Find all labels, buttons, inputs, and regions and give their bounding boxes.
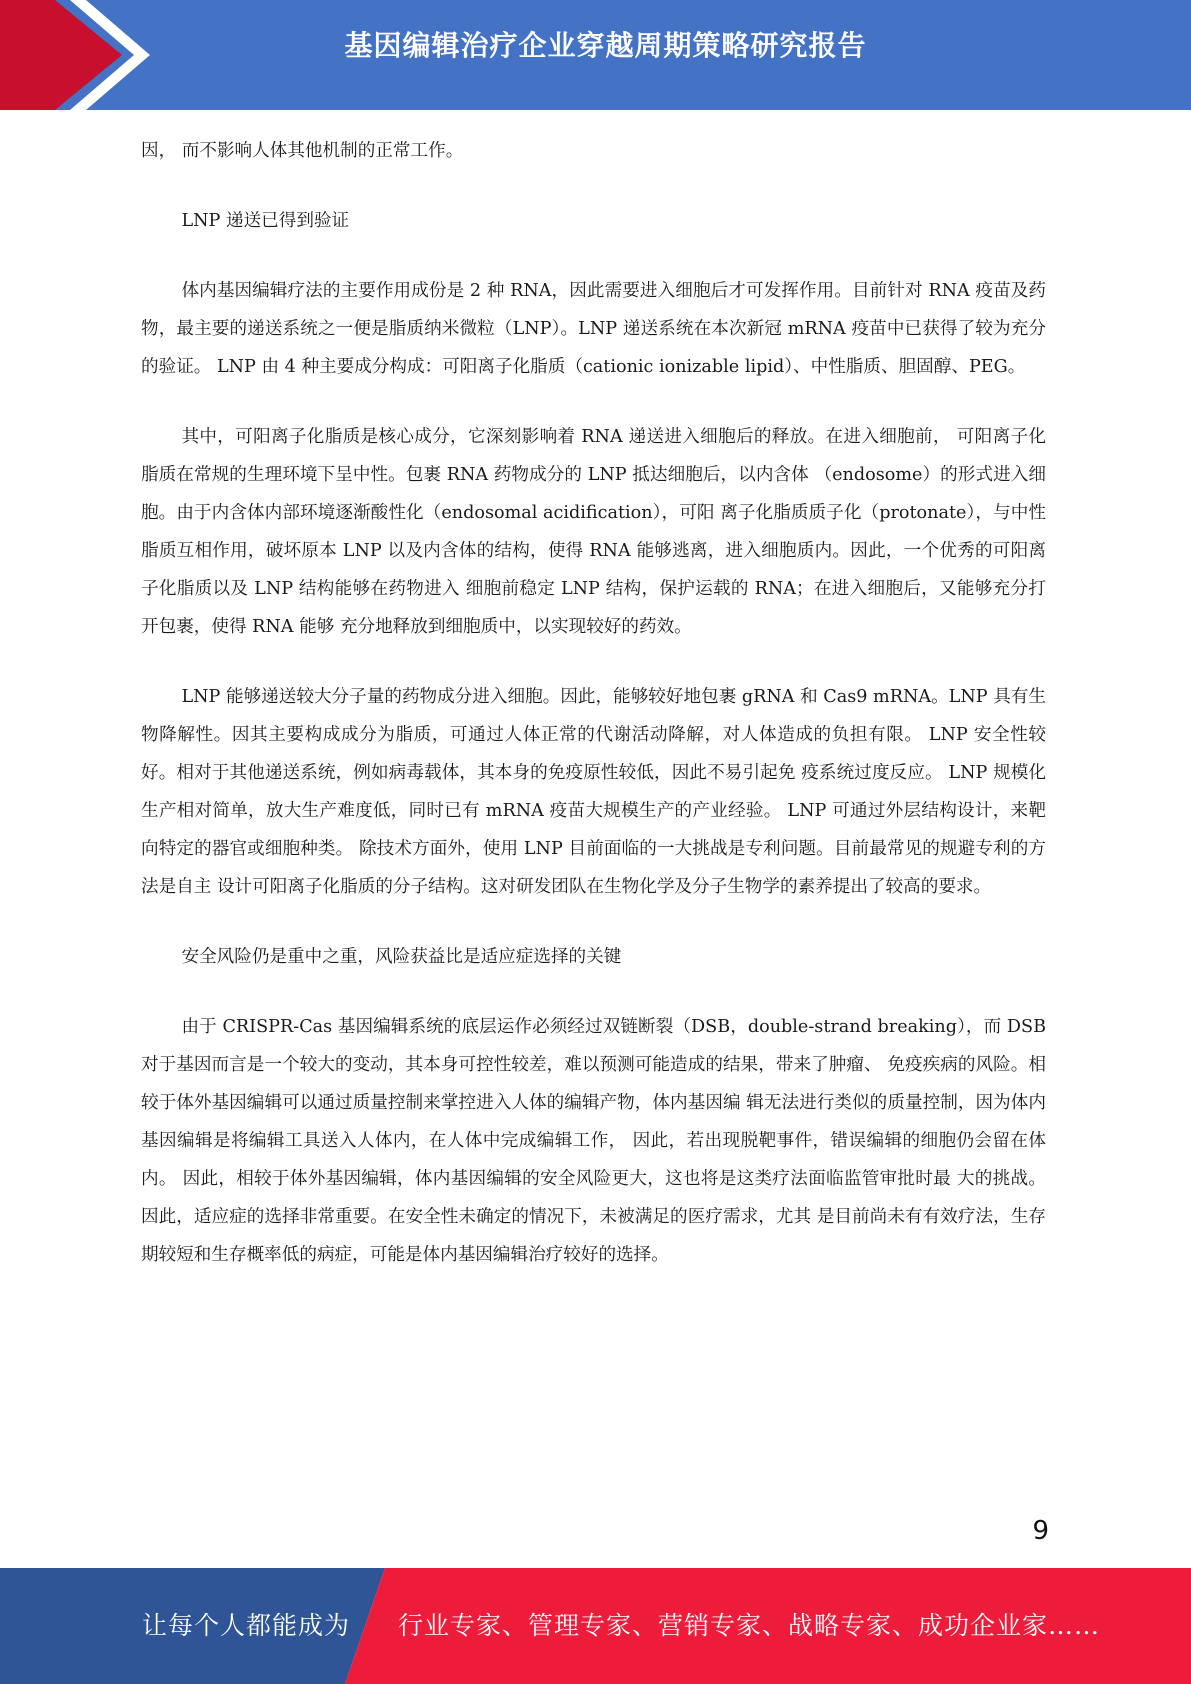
paragraph-lnp-advantages: LNP 能够递送较大分子量的药物成分进入细胞。因此，能够较好地包裹 gRNA 和 Cas9 mRNA。LNP 具有生物降解性。因其主要构成成分为脂质，可通过人体正常的代谢活动降解，对人体造成的负担有限。 LNP 安全性较好。相对于其他递送系统，例如病毒载体，其本身的免疫原性较低，因此不易引起免 疫系统过度反应。 LNP 规模化生产相对简单，放大生产难度低，同时已有 mRNA 疫苗大规模生产的产业经验。 LNP 可通过外层结构设计，来靶向特定的器官或细胞种类。 除技术方面外，使用 LNP 目前面临的一大挑战是专利问题。目前最常见的规避专利的方法是自主 设计可阳离子化脂质的分子结构。这对研发团队在生物化学及分子生物学的素养提出了较高的要求。	[141, 687, 1046, 897]
footer-slogan-left: 让每个人都能成为	[142, 1611, 351, 1640]
document-body	[141, 132, 1046, 1306]
footer-slogan-right: 行业专家、管理专家、营销专家、战略专家、成功企业家……	[398, 1611, 1101, 1640]
section-heading-lnp: LNP 递送已得到验证	[181, 211, 350, 231]
page-header	[0, 0, 1191, 110]
paragraph-lnp-intro: 体内基因编辑疗法的主要作用成份是 2 种 RNA，因此需要进入细胞后才可发挥作用。目前针对 RNA 疫苗及药物，最主要的递送系统之一便是脂质纳米微粒（LNP）。LNP 递送系统在本次新冠 mRNA 疫苗中已获得了较为充分的验证。 LNP 由 4 种主要成分构成：可阳离子化脂质（cationic ionizable lipid）、中性脂质、胆固醇、PEG。	[141, 281, 1046, 377]
paragraph-ionizable-lipid: 其中，可阳离子化脂质是核心成分，它深刻影响着 RNA 递送进入细胞后的释放。在进入细胞前， 可阳离子化脂质在常规的生理环境下呈中性。包裹 RNA 药物成分的 LNP 抵达细胞后，以内含体 （endosome）的形式进入细胞。由于内含体内部环境逐渐酸性化（endosomal acidification），可阳 离子化脂质质子化（protonate），与中性脂质互相作用，破坏原本 LNP 以及内含体的结构，使得 RNA 能够逃离，进入细胞质内。因此，一个优秀的可阳离子化脂质以及 LNP 结构能够在药物进入 细胞前稳定 LNP 结构，保护运载的 RNA；在进入细胞后，又能够充分打开包裹，使得 RNA 能够 充分地释放到细胞质中，以实现较好的药效。	[141, 427, 1046, 637]
paragraph-continuation: 因， 而不影响人体其他机制的正常工作。	[141, 141, 464, 161]
paragraph-safety-risk: 由于 CRISPR-Cas 基因编辑系统的底层运作必须经过双链断裂（DSB，double-strand breaking），而 DSB 对于基因而言是一个较大的变动，其本身可控性较差，难以预测可能造成的结果，带来了肿瘤、 免疫疾病的风险。相较于体外基因编辑可以通过质量控制来掌控进入人体的编辑产物，体内基因编 辑无法进行类似的质量控制，因为体内基因编辑是将编辑工具送入人体内，在人体中完成编辑工作， 因此，若出现脱靶事件，错误编辑的细胞仍会留在体内。 因此，相较于体外基因编辑，体内基因编辑的安全风险更大，这也将是这类疗法面临监管审批时最 大的挑战。因此，适应症的选择非常重要。在安全性未确定的情况下，未被满足的医疗需求，尤其 是目前尚未有有效疗法，生存期较短和生存概率低的病症，可能是体内基因编辑治疗较好的选择。	[141, 1017, 1046, 1265]
page-footer	[0, 1568, 1191, 1684]
section-heading-safety: 安全风险仍是重中之重，风险获益比是适应症选择的关键	[181, 947, 622, 967]
report-title: 基因编辑治疗企业穿越周期策略研究报告	[344, 29, 867, 62]
page-number: 9	[1032, 1516, 1049, 1546]
